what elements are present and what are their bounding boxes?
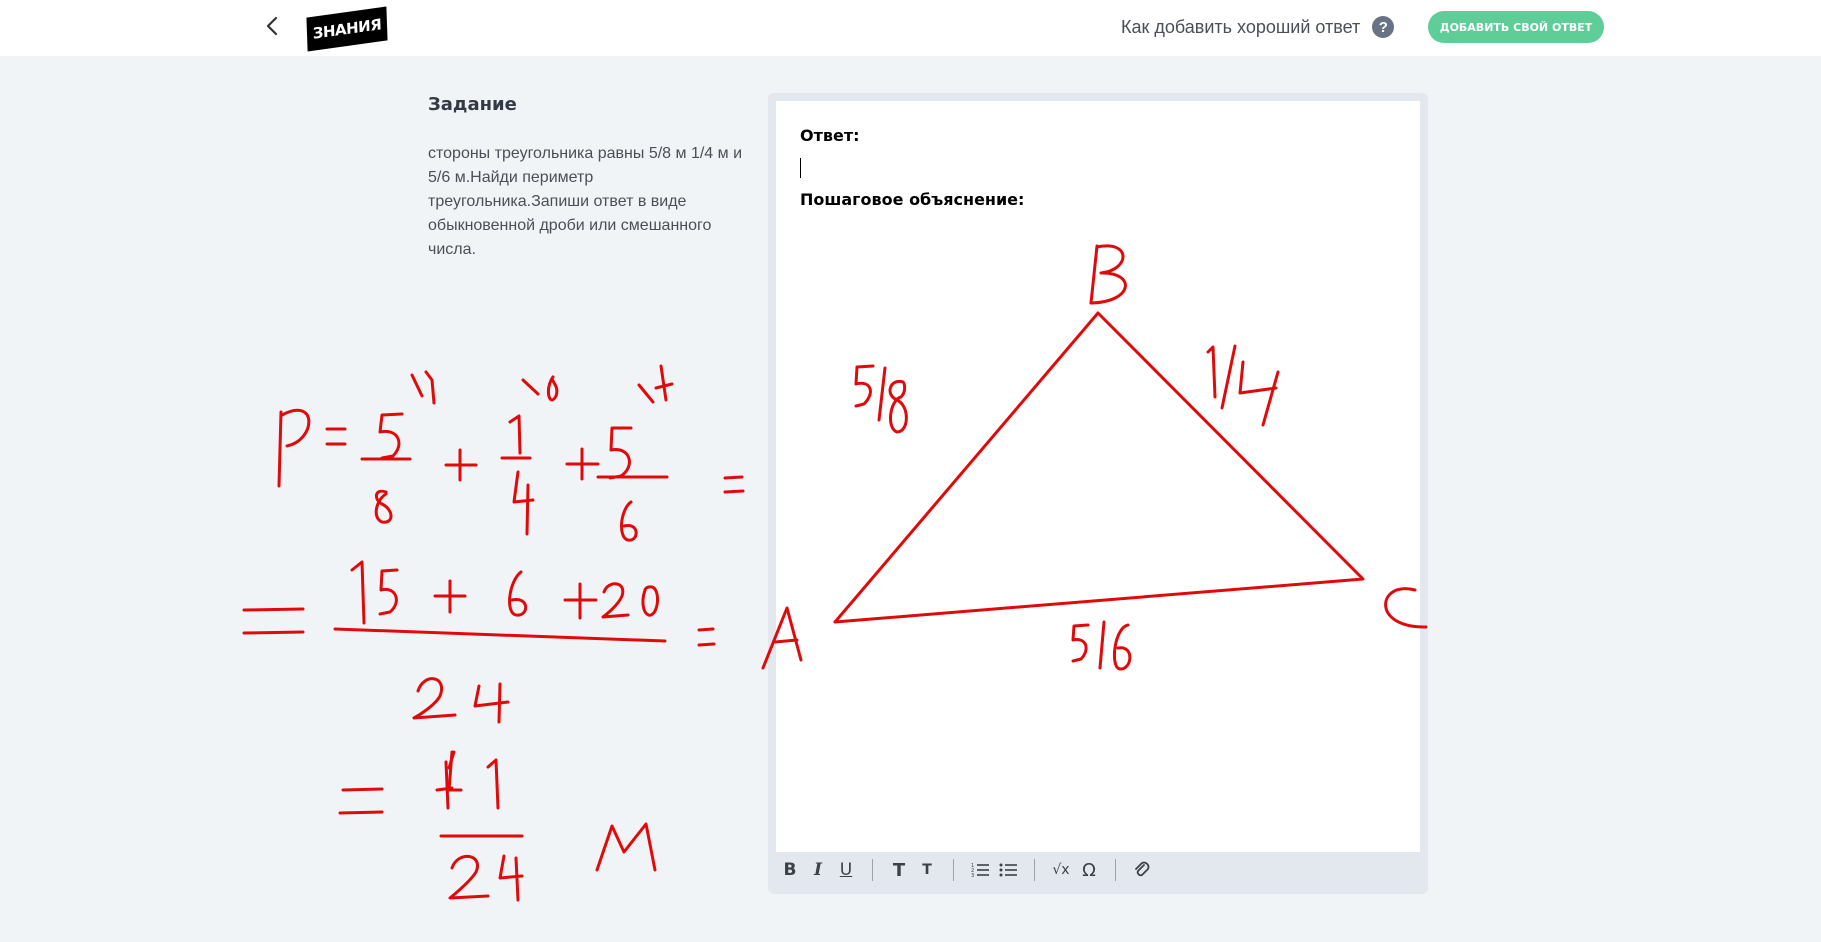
add-answer-button[interactable]: ДОБАВИТЬ СВОЙ ОТВЕТ (1428, 11, 1604, 43)
task-text: стороны треугольника равны 5/8 м 1/4 м и 5/6 м.Найди периметр треугольника.Запиши ответ в виде обыкновенной дроби или смешанного числа. (428, 145, 743, 258)
formula-icon[interactable]: √x (1052, 862, 1070, 878)
answer-label: Ответ: (800, 126, 860, 145)
bold-icon[interactable]: B (783, 860, 797, 880)
chevron-left-icon[interactable] (258, 12, 286, 40)
solution-line-1 (279, 366, 743, 540)
bullet-list-icon[interactable] (994, 856, 1022, 884)
italic-icon[interactable]: I (814, 860, 822, 880)
editor-toolbar (776, 852, 1420, 888)
steps-label: Пошаговое объяснение: (800, 190, 1025, 209)
ordered-list-icon[interactable] (966, 856, 994, 884)
svg-text:3: 3 (971, 873, 975, 878)
paperclip-icon[interactable] (1128, 856, 1156, 884)
answer-editor-canvas[interactable] (776, 101, 1420, 852)
howto-label: Как добавить хороший ответ (1121, 16, 1361, 37)
howto-link[interactable] (1121, 15, 1394, 39)
text-caret (800, 158, 801, 178)
underline-icon[interactable]: U (839, 860, 853, 880)
toolbar-divider (1115, 859, 1116, 881)
site-logo[interactable]: ЗНАНИЯ (306, 6, 387, 51)
svg-text:2: 2 (971, 868, 975, 874)
heading-small-icon[interactable]: T (922, 862, 932, 878)
svg-text:1: 1 (971, 863, 975, 869)
heading-large-icon[interactable]: T (892, 859, 906, 881)
toolbar-divider (953, 859, 954, 881)
special-character-icon[interactable]: Ω (1082, 859, 1096, 881)
question-circle-icon[interactable]: ? (1372, 16, 1394, 38)
toolbar-divider (872, 859, 873, 881)
solution-line-3 (340, 752, 655, 900)
top-navigation-bar (0, 0, 1821, 56)
solution-line-2 (244, 562, 714, 722)
task-title: Задание (428, 94, 517, 115)
toolbar-divider (1034, 859, 1035, 881)
answer-editor (768, 93, 1428, 894)
